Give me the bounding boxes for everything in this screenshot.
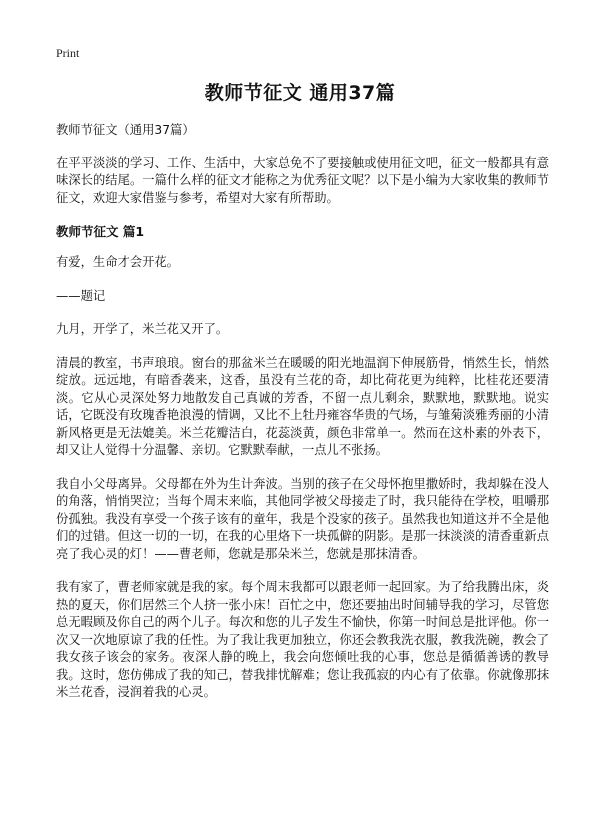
body-paragraph: 清晨的教室，书声琅琅。窗台的那盆米兰在暖暖的阳光地温润下伸展筋骨，悄然生长，悄然绽放。远远地，有暗香袭来，这香，虽没有兰花的奇，却比荷花更为纯粹，比桂花还要清淡。它从心灵深处努力地散发自己真诚的芳香，不留一点儿剩余，默默地，默默地。说实话，它既没有玫瑰香艳浪漫的情调，又比不上牡丹雍容华贵的气场，与雏菊淡雅秀丽的小清新风格更是无法媲美。米兰花瓣洁白，花蕊淡黄，颜色非常单一。然而在这朴素的外表下，却又让人觉得十分温馨、亲切。它默默奉献，一点儿不张扬。 bbox=[56, 355, 549, 457]
epigraph: 有爱，生命才会开花。 bbox=[56, 255, 179, 269]
section-heading: 教师节征文 篇1 bbox=[56, 224, 145, 239]
body-paragraph: 我自小父母离异。父母都在外为生计奔波。当别的孩子在父母怀抱里撒娇时，我却躲在没人的角落，悄悄哭泣；当每个周末来临，其他同学被父母接走了时，我只能待在学校，咀嚼那份孤独。我没有享受一个孩子该有的童年，我是个没家的孩子。虽然我也知道这并不全是他们的过错。但这一切的一切，在我的心里烙下一块孤僻的阴影。是那一抹淡淡的清香重新点亮了我心灵的灯！——曹老师，您就是那朵米兰，您就是那抹清香。 bbox=[56, 476, 549, 561]
intro-paragraph: 在平平淡淡的学习、工作、生活中，大家总免不了要接触或使用征文吧，征文一般都具有意味深长的结尾。一篇什么样的征文才能称之为优秀征文呢？以下是小编为大家收集的教师节征文，欢迎大家借鉴与参考，希望对大家有所帮助。 bbox=[56, 155, 549, 205]
body-paragraph: 我有家了，曹老师家就是我的家。每个周末我都可以跟老师一起回家。为了给我腾出床，炎热的夏天，你们居然三个人挤一张小床！百忙之中，您还要抽出时间辅导我的学习，尽管您总无暇顾及你自己的两个儿子。每次和您的儿子发生不愉快，你第一时间总是批评他。你一次又一次地原谅了我的任性。为了我让我更加独立，你还会教我洗衣服，教我洗碗，教会了我女孩子该会的家务。夜深人静的晚上，我会向您倾吐我的心事，您总是循循善诱的教导我。这时，您仿佛成了我的知己，替我排忧解难；您让我孤寂的内心有了依靠。你就像那抹米兰花香，浸润着我的心灵。 bbox=[56, 580, 549, 699]
page-title: 教师节征文 通用37篇 bbox=[204, 82, 396, 104]
print-link[interactable]: Print bbox=[56, 46, 80, 60]
article-subtitle: 教师节征文（通用37篇） bbox=[56, 123, 195, 137]
article-body bbox=[56, 122, 549, 718]
opening-line: 九月，开学了，米兰花又开了。 bbox=[56, 322, 229, 336]
epigraph-source: ——题记 bbox=[56, 288, 106, 303]
